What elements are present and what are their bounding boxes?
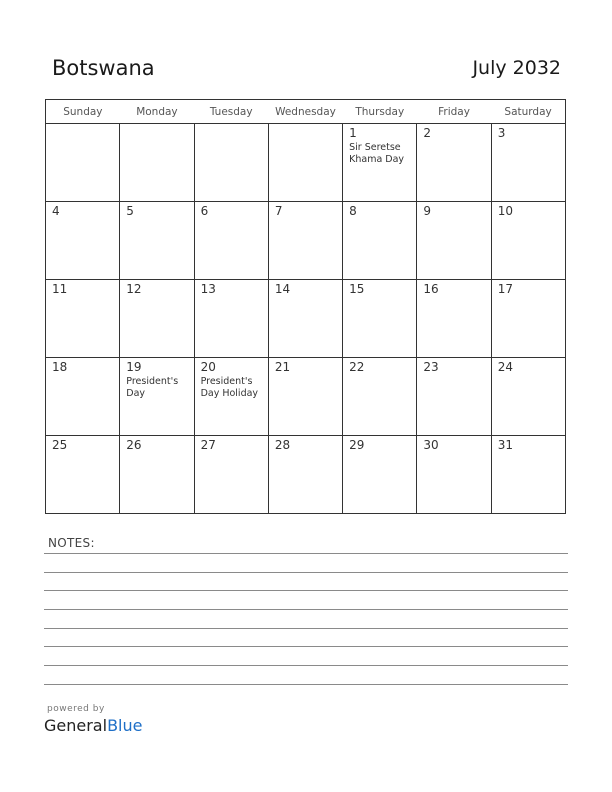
day-cell[interactable] [343, 280, 417, 358]
weekday-header: Sunday [46, 100, 120, 124]
holiday-label: President's Day Holiday [200, 376, 259, 399]
day-number: 12 [126, 282, 142, 296]
note-line [44, 590, 568, 591]
day-cell[interactable] [46, 202, 120, 280]
day-number: 29 [349, 438, 365, 452]
note-line [44, 646, 568, 647]
note-line [44, 628, 568, 629]
day-cell[interactable] [268, 436, 342, 514]
calendar-grid [45, 99, 566, 514]
day-cell[interactable] [417, 280, 491, 358]
day-cell[interactable] [46, 280, 120, 358]
notes-label: NOTES: [48, 536, 95, 550]
day-number: 11 [52, 282, 68, 296]
day-cell[interactable] [491, 124, 565, 202]
day-number: 7 [274, 204, 283, 218]
day-number: 16 [423, 282, 439, 296]
day-number: 3 [497, 126, 506, 140]
day-cell[interactable] [491, 202, 565, 280]
month-title: July 2032 [472, 57, 561, 79]
day-cell[interactable] [343, 436, 417, 514]
day-cell[interactable] [343, 202, 417, 280]
day-cell[interactable] [46, 124, 120, 202]
powered-by-text: powered by [47, 704, 105, 714]
day-number: 14 [274, 282, 291, 296]
day-number: 4 [52, 204, 60, 218]
day-cell[interactable] [46, 436, 120, 514]
weekday-header: Tuesday [194, 100, 268, 124]
day-cell[interactable] [343, 124, 417, 202]
note-line [44, 609, 568, 610]
logo-blue: Blue [107, 716, 143, 735]
day-cell[interactable] [343, 358, 417, 436]
day-number: 8 [349, 204, 357, 218]
day-number: 1 [349, 126, 357, 140]
day-cell[interactable] [46, 358, 120, 436]
week-row [46, 280, 566, 358]
day-number: 28 [274, 438, 291, 452]
day-cell[interactable] [194, 436, 268, 514]
day-cell[interactable] [120, 124, 194, 202]
weekday-header: Monday [120, 100, 194, 124]
weekday-header-row [46, 100, 566, 124]
day-number: 26 [126, 438, 142, 452]
week-row [46, 358, 566, 436]
note-line [44, 553, 568, 554]
note-line [44, 684, 568, 685]
day-cell[interactable] [491, 436, 565, 514]
day-number: 15 [349, 282, 365, 296]
weekday-header: Wednesday [268, 100, 342, 124]
holiday-label: Sir Seretse Khama Day [349, 142, 405, 165]
weekday-header: Friday [417, 100, 491, 124]
generalblue-logo[interactable] [44, 716, 142, 735]
day-number: 10 [497, 204, 513, 218]
day-cell[interactable] [268, 202, 342, 280]
day-number: 23 [423, 360, 439, 374]
day-cell[interactable] [120, 202, 194, 280]
day-cell[interactable] [491, 358, 565, 436]
day-number: 19 [126, 360, 142, 374]
day-cell[interactable] [194, 202, 268, 280]
day-number: 13 [200, 282, 216, 296]
day-number: 31 [497, 438, 513, 452]
day-cell[interactable] [194, 124, 268, 202]
day-number: 6 [200, 204, 209, 218]
weekday-header: Saturday [491, 100, 565, 124]
day-cell[interactable] [491, 280, 565, 358]
logo-general: General [44, 716, 108, 735]
week-row [46, 124, 566, 202]
holiday-label: President's Day [126, 376, 179, 399]
day-cell[interactable] [268, 280, 342, 358]
day-cell[interactable] [417, 436, 491, 514]
day-cell[interactable] [417, 358, 491, 436]
day-number: 21 [274, 360, 291, 374]
day-number: 20 [200, 360, 216, 374]
day-cell[interactable] [268, 358, 342, 436]
day-cell[interactable] [268, 124, 342, 202]
day-number: 24 [497, 360, 513, 374]
note-line [44, 665, 568, 666]
day-number: 5 [126, 204, 134, 218]
day-cell[interactable] [120, 280, 194, 358]
day-number: 18 [52, 360, 68, 374]
day-cell[interactable] [194, 358, 268, 436]
country-title: Botswana [52, 56, 155, 80]
note-line [44, 572, 568, 573]
weekday-header: Thursday [343, 100, 417, 124]
week-row [46, 202, 566, 280]
day-cell[interactable] [120, 358, 194, 436]
week-row [46, 436, 566, 514]
day-number: 22 [349, 360, 365, 374]
day-number: 17 [497, 282, 513, 296]
day-cell[interactable] [194, 280, 268, 358]
day-number: 27 [200, 438, 216, 452]
day-cell[interactable] [120, 436, 194, 514]
day-number: 30 [423, 438, 439, 452]
day-cell[interactable] [417, 124, 491, 202]
day-cell[interactable] [417, 202, 491, 280]
day-number: 25 [52, 438, 68, 452]
day-number: 2 [423, 126, 432, 140]
day-number: 9 [423, 204, 432, 218]
